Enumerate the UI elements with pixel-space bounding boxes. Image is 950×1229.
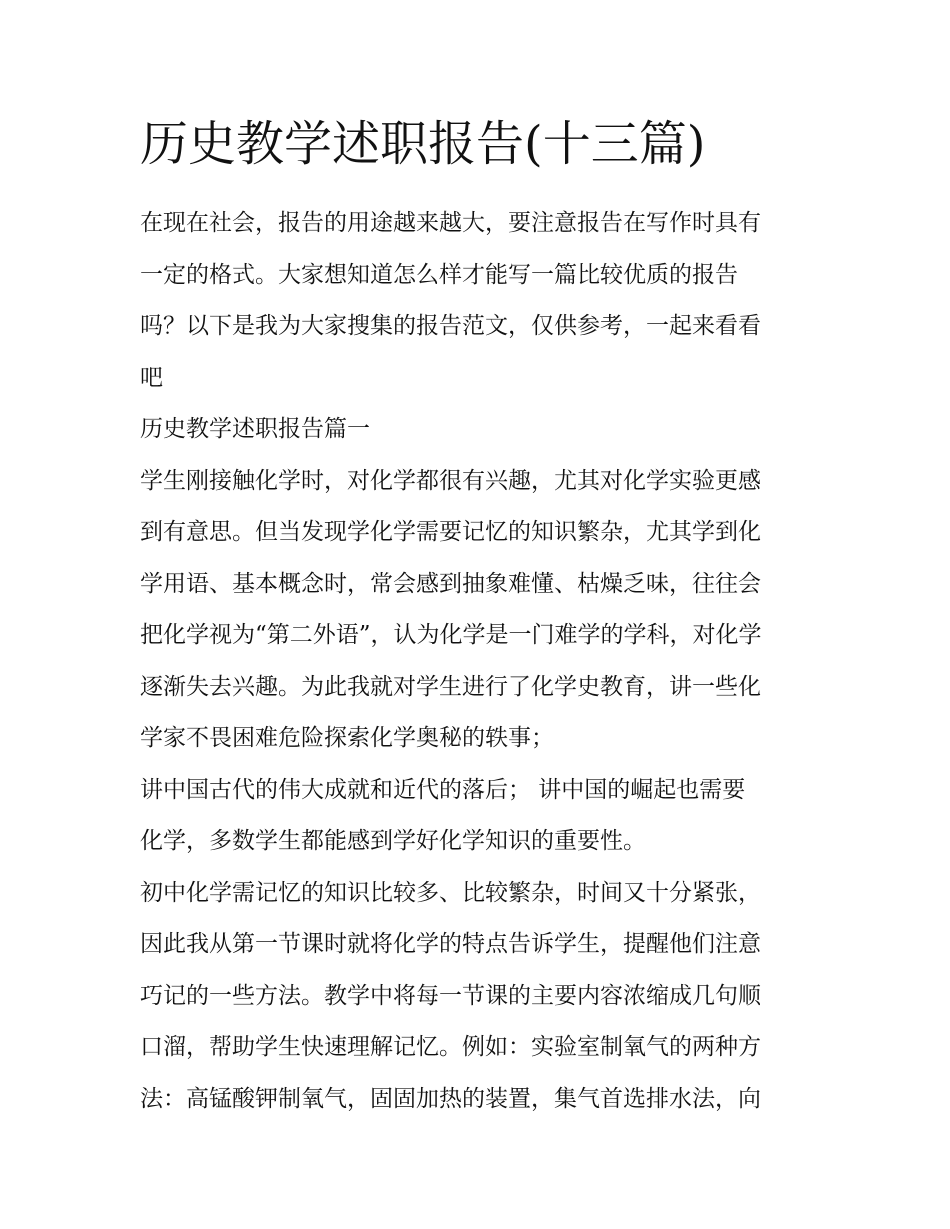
text-line: 吧 — [140, 364, 163, 391]
text-line: 化学，多数学生都能感到学好化学知识的重要性。 — [140, 828, 646, 854]
text-line: 把化学视为“第二外语”，认为化学是一门难学的学科，对化学 — [140, 622, 762, 648]
text-line: 法：高锰酸钾制氧气，固固加热的装置，集气首选排水法，向 — [140, 1085, 761, 1112]
text-line: 到有意思。但当发现学化学需要记忆的知识繁杂，尤其学到化 — [140, 519, 761, 545]
document-body — [140, 198, 820, 1125]
text-line: 讲中国古代的伟大成就和近代的落后； 讲中国的崛起也需要 — [140, 776, 746, 803]
text-line: 逐渐失去兴趣。为此我就对学生进行了化学史教育，讲一些化 — [140, 673, 761, 700]
text-line: 在现在社会，报告的用途越来越大，要注意报告在写作时具有 — [140, 210, 761, 236]
document-title: 历史教学述职报告(十三篇) — [140, 116, 706, 172]
text-line: 口溜，帮助学生快速理解记忆。例如：实验室制氧气的两种方 — [140, 1034, 761, 1060]
text-line: 学生刚接触化学时，对化学都很有兴趣，尤其对化学实验更感 — [140, 467, 761, 494]
text-line: 初中化学需记忆的知识比较多、比较繁杂，时间又十分紧张， — [140, 879, 761, 906]
section-heading: 历史教学述职报告篇一 — [140, 416, 370, 442]
text-line: 因此我从第一节课时就将化学的特点告诉学生，提醒他们注意 — [140, 931, 761, 957]
text-line: 巧记的一些方法。教学中将每一节课的主要内容浓缩成几句顺 — [140, 982, 761, 1009]
text-line: 学用语、基本概念时，常会感到抽象难懂、枯燥乏味，往往会 — [140, 570, 761, 597]
text-line: 学家不畏困难危险探索化学奥秘的轶事； — [140, 725, 554, 751]
text-line: 一定的格式。大家想知道怎么样才能写一篇比较优质的报告 — [140, 261, 738, 288]
text-line: 吗？以下是我为大家搜集的报告范文，仅供参考，一起来看看 — [140, 313, 761, 339]
